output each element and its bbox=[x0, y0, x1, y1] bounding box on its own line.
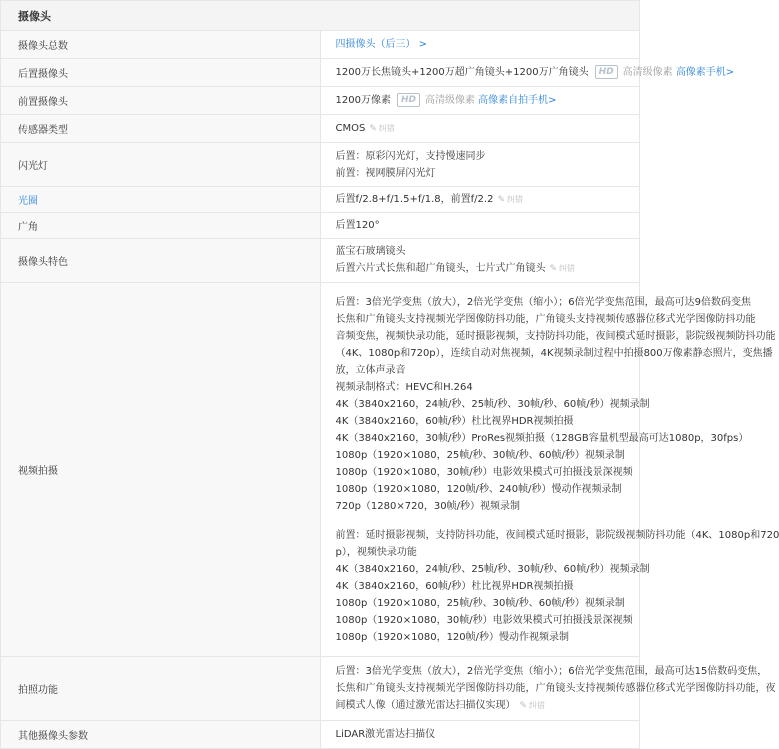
section-header-row bbox=[1, 1, 640, 31]
label-aperture-link[interactable]: 光圈 bbox=[1, 187, 321, 213]
front-camera-value: 1200万像素 bbox=[335, 95, 391, 106]
photo-line: 长焦和广角镜头支持视频光学图像防抖功能，广角镜头支持视频传感器位移式光学图像防抖功能，夜 bbox=[335, 682, 776, 694]
flash-line: 前置：视网膜屏闪光灯 bbox=[335, 167, 436, 179]
rear-camera-value: 1200万长焦镜头+1200万超广角镜头+1200万广角镜头 bbox=[335, 67, 589, 78]
label-camera-features: 摄像头特色 bbox=[1, 239, 321, 283]
error-report-button[interactable]: ✎ 纠错 bbox=[497, 195, 523, 204]
video-line: p），视频快录功能 bbox=[335, 546, 417, 558]
video-line: 音频变焦，视频快录功能，延时摄影视频，支持防抖功能，夜间模式延时摄影，影院级视频防抖功能 bbox=[335, 330, 776, 342]
spec-row-other bbox=[1, 721, 640, 749]
video-line: 4K（3840x2160，60帧/秒）杜比视界HDR视频拍摄 bbox=[335, 580, 574, 592]
video-line: 长焦和广角镜头支持视频光学图像防抖功能，广角镜头支持视频传感器位移式光学图像防抖功能 bbox=[335, 313, 756, 325]
video-line: （4K、1080p和720p），连续自动对焦视频，4K视频录制过程中拍摄800万像素静态照片，变焦播 bbox=[335, 347, 773, 359]
video-line: 4K（3840x2160，30帧/秒）ProRes视频拍摄（128GB容量机型最高可达1080p，30fps） bbox=[335, 432, 749, 444]
hd-badge-icon: HD bbox=[595, 65, 618, 79]
video-line: 1080p（1920×1080，25帧/秒、30帧/秒、60帧/秒）视频录制 bbox=[335, 449, 625, 461]
video-line: 1080p（1920×1080，120帧/秒、240帧/秒）慢动作视频录制 bbox=[335, 483, 622, 495]
video-recording-value bbox=[320, 283, 779, 657]
spec-row-sensor bbox=[1, 115, 640, 143]
label-wide-angle: 广角 bbox=[1, 213, 321, 239]
label-photo-features: 拍照功能 bbox=[1, 657, 321, 721]
pencil-icon: ✎ bbox=[497, 194, 505, 205]
spec-row-video bbox=[1, 283, 640, 657]
label-video-recording: 视频拍摄 bbox=[1, 283, 321, 657]
features-line: 后置六片式长焦和超广角镜头，七片式广角镜头 bbox=[335, 263, 546, 274]
spec-row-front bbox=[1, 87, 640, 115]
video-line: 视频录制格式：HEVC和H.264 bbox=[335, 381, 473, 393]
sensor-value: CMOS bbox=[335, 122, 366, 134]
label-flash: 闪光灯 bbox=[1, 143, 321, 187]
label-sensor-type: 传感器类型 bbox=[1, 115, 321, 143]
photo-line: 间模式人像（通过激光雷达扫描仪实现） bbox=[335, 699, 516, 711]
spec-row-rear bbox=[1, 59, 640, 87]
pencil-icon: ✎ bbox=[549, 264, 558, 274]
photo-line: 后置：3倍光学变焦（放大），2倍光学变焦（缩小）；6倍光学变焦范围，最高可达15倍数码变焦， bbox=[335, 665, 768, 677]
spec-row-total bbox=[1, 31, 640, 59]
video-line: 后置：3倍光学变焦（放大），2倍光学变焦（缩小）；6倍光学变焦范围，最高可达9倍数码变焦 bbox=[335, 296, 751, 308]
spec-row-photo bbox=[1, 657, 640, 721]
video-line: 720p（1280×720，30帧/秒）视频录制 bbox=[335, 500, 520, 512]
spec-row-wide bbox=[1, 213, 640, 239]
label-camera-total: 摄像头总数 bbox=[1, 31, 321, 59]
rear-pixel-level: 高清级像素 bbox=[622, 67, 673, 78]
pencil-icon: ✎ bbox=[519, 700, 528, 711]
error-report-button[interactable]: ✎ 纠错 bbox=[550, 264, 576, 273]
video-line: 1080p（1920×1080，30帧/秒）电影效果模式可拍摄浅景深视频 bbox=[335, 614, 633, 626]
other-params-value: LiDAR激光雷达扫描仪 bbox=[320, 721, 640, 749]
front-pixel-level: 高清级像素 bbox=[424, 95, 475, 106]
wide-angle-value: 后置120° bbox=[320, 213, 640, 239]
label-other-params: 其他摄像头参数 bbox=[1, 721, 321, 749]
video-line: 前置：延时摄影视频，支持防抖功能，夜间模式延时摄影，影院级视频防抖功能（4K、1080p和720 bbox=[335, 529, 779, 541]
error-report-button[interactable]: ✎ 纠错 bbox=[369, 124, 395, 133]
video-line: 1080p（1920×1080，120帧/秒）慢动作视频录制 bbox=[335, 631, 570, 643]
label-rear-camera: 后置摄像头 bbox=[1, 59, 321, 87]
high-pixel-phone-link[interactable]: 高像素手机> bbox=[675, 67, 735, 78]
high-pixel-selfie-link[interactable]: 高像素自拍手机> bbox=[478, 95, 557, 106]
video-line: 放，立体声录音 bbox=[335, 364, 406, 376]
video-line: 1080p（1920×1080，25帧/秒、30帧/秒、60帧/秒）视频录制 bbox=[335, 597, 625, 609]
label-front-camera: 前置摄像头 bbox=[1, 87, 321, 115]
features-line: 蓝宝石玻璃镜头 bbox=[335, 246, 406, 257]
pencil-icon: ✎ bbox=[369, 123, 377, 134]
camera-total-link[interactable]: 四摄像头（后三） > bbox=[335, 39, 428, 50]
spec-row-aperture bbox=[1, 187, 640, 213]
error-report-button[interactable]: ✎ 纠错 bbox=[520, 701, 546, 710]
video-line: 4K（3840x2160，24帧/秒、25帧/秒、30帧/秒、60帧/秒）视频录制 bbox=[335, 563, 650, 575]
video-line: 1080p（1920×1080，30帧/秒）电影效果模式可拍摄浅景深视频 bbox=[335, 466, 633, 478]
spec-row-features bbox=[1, 239, 640, 283]
video-line bbox=[336, 515, 630, 527]
video-line: 4K（3840x2160，24帧/秒、25帧/秒、30帧/秒、60帧/秒）视频录制 bbox=[335, 398, 650, 410]
video-line: 4K（3840x2160，60帧/秒）杜比视界HDR视频拍摄 bbox=[335, 415, 574, 427]
aperture-value: 后置f/2.8+f/1.5+f/1.8，前置f/2.2 bbox=[335, 193, 494, 205]
section-title: 摄像头 bbox=[1, 1, 640, 31]
hd-badge-icon: HD bbox=[397, 93, 420, 107]
flash-line: 后置：原彩闪光灯，支持慢速同步 bbox=[335, 150, 486, 162]
spec-row-flash bbox=[1, 143, 640, 187]
